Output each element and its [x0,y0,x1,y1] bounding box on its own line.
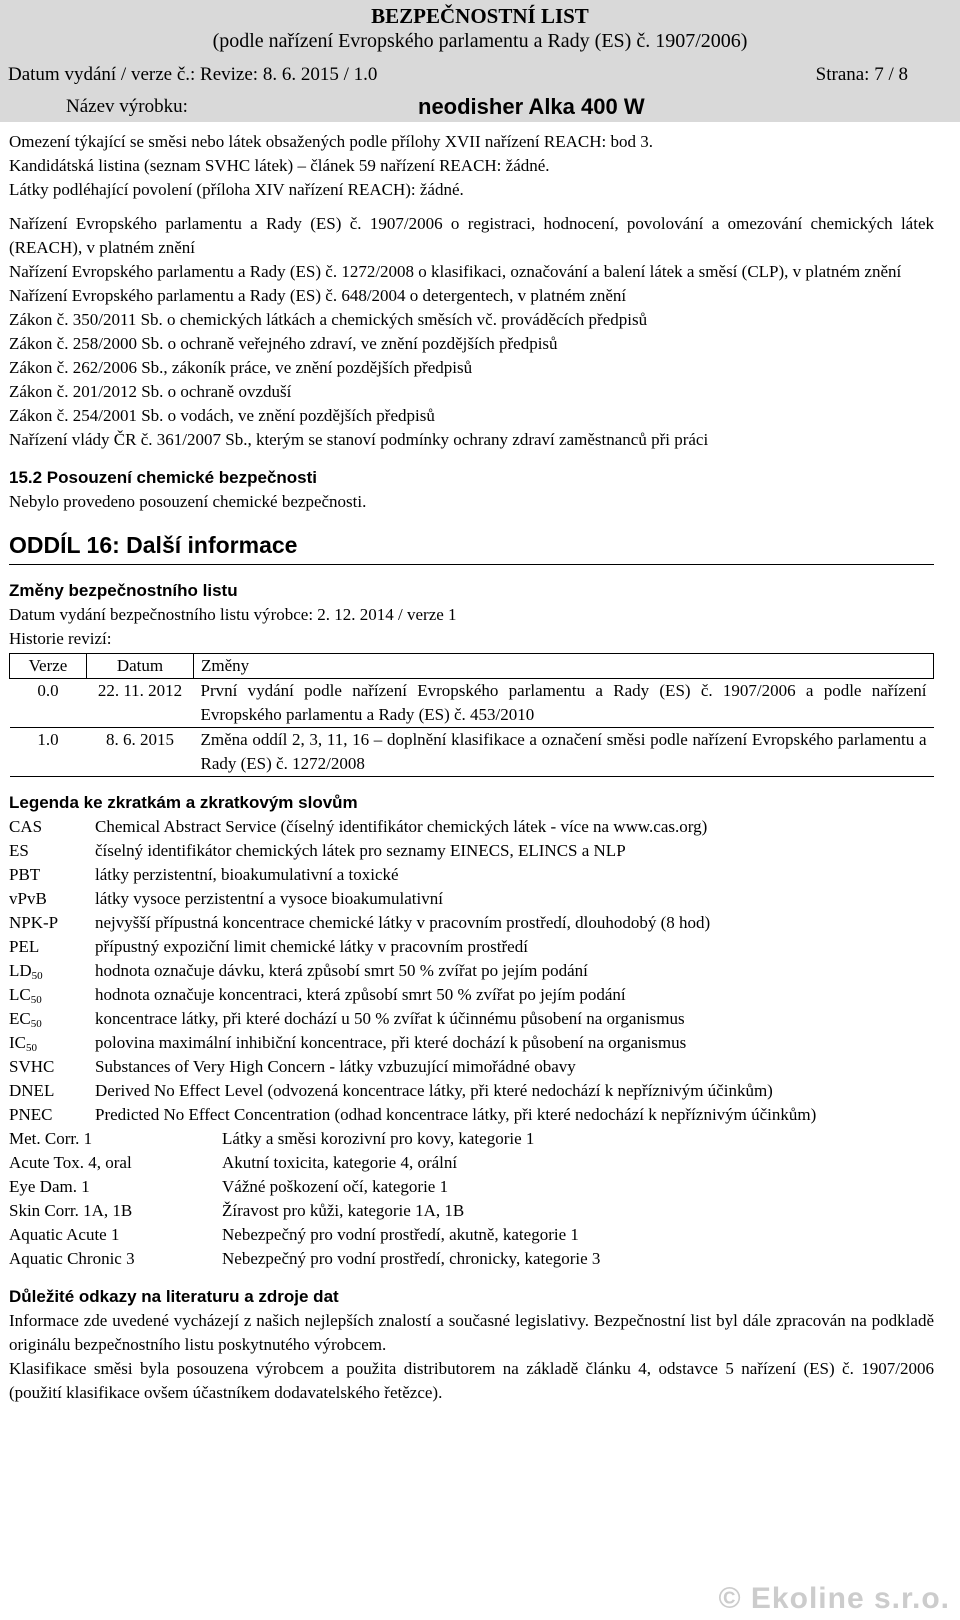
hazard-class-row [9,1223,934,1247]
abbreviation-row [9,959,934,983]
regulation-line: Zákon č. 201/2012 Sb. o ochraně ovzduší [9,382,292,401]
table-row [10,728,934,777]
column-header: Datum [87,654,194,679]
regulation-line: Zákon č. 254/2001 Sb. o vodách, ve znění pozdějších předpisů [9,406,435,425]
hazard-class-meaning: Látky a směsi korozivní pro kovy, kategorie 1 [222,1129,535,1148]
abbreviation-row [9,1031,934,1055]
abbreviation-meaning: nejvyšší přípustná koncentrace chemické látky v pracovním prostředí, dlouhodobý (8 hod) [95,913,711,932]
abbreviation-table [9,815,934,1127]
hazard-class-row [9,1151,934,1175]
abbreviation-row [9,983,934,1007]
document-body [9,130,934,1405]
regulation-line: Zákon č. 262/2006 Sb., zákoník práce, ve znění pozdějších předpisů [9,358,473,377]
table-cell: Změna oddíl 2, 3, 11, 16 – doplnění klasifikace a označení směsi podle nařízení Evropského parlamentu a Rady (ES) č. 1272/2008 [194,728,934,777]
regulation-line: Zákon č. 258/2000 Sb. o ochraně veřejného zdraví, ve znění pozdějších předpisů [9,334,558,353]
abbreviation-key: $LD_{50}$ [9,961,43,982]
abbreviation-key: DNEL [9,1081,55,1100]
abbreviation-key: $EC_{50}$ [9,1009,42,1030]
abbreviation-key: $IC_{50}$ [9,1033,37,1054]
abbreviation-key: PBT [9,865,41,884]
abbreviation-meaning: hodnota označuje koncentraci, která způsobí smrt 50 % zvířat po jejím podání [95,985,626,1004]
references-text: Klasifikace směsi byla posouzena výrobcem a použita distributorem na základě článku 4, odstavce 5 nařízení (ES) č. 1907/2006 (použití klasifikace ovšem účastníkem dodavatelského řetězce). [9,1359,934,1402]
legend-heading: Legenda ke zkratkám a zkratkovým slovům [9,793,358,812]
section-15-2-text: Nebylo provedeno posouzení chemické bezpečnosti. [9,492,367,511]
hazard-class-meaning: Vážné poškození očí, kategorie 1 [222,1177,449,1196]
abbreviation-row [9,1079,934,1103]
hazard-class-row [9,1127,934,1151]
hazard-class-code: Aquatic Chronic 3 [9,1249,135,1268]
abbreviation-meaning: látky vysoce perzistentní a vysoce bioakumulativní [95,889,443,908]
regulation-line: Nařízení Evropského parlamentu a Rady (ES) č. 1907/2006 o registraci, hodnocení, povolování a omezování chemických látek (REACH), v platném znění [9,214,934,257]
document-title: BEZPEČNOSTNÍ LIST [371,4,589,28]
regulation-line: Nařízení Evropského parlamentu a Rady (ES) č. 1272/2008 o klasifikaci, označování a balení látek a směsí (CLP), v platném znění [9,262,902,281]
abbreviation-meaning: číselný identifikátor chemických látek pro seznamy EINECS, ELINCS a NLP [95,841,626,860]
table-row [10,679,934,728]
abbreviation-key: $LC_{50}$ [9,985,42,1006]
hazard-class-code: Met. Corr. 1 [9,1129,93,1148]
hazard-class-row [9,1247,934,1271]
document-subtitle: (podle nařízení Evropského parlamentu a Rady (ES) č. 1907/2006) [212,30,748,52]
intro-line: Látky podléhající povolení (příloha XIV nařízení REACH): žádné. [9,180,464,199]
changes-heading: Změny bezpečnostního listu [9,581,238,600]
references-heading: Důležité odkazy na literaturu a zdroje dat [9,1287,339,1306]
intro-line: Kandidátská listina (seznam SVHC látek) – článek 59 nařízení REACH: žádné. [9,156,550,175]
table-cell: 1.0 [10,728,87,777]
abbreviation-row [9,1055,934,1079]
hazard-class-row [9,1175,934,1199]
abbreviation-key: PEL [9,937,40,956]
abbreviation-meaning: hodnota označuje dávku, která způsobí smrt 50 % zvířat po jejím podání [95,961,588,980]
abbreviation-meaning: Chemical Abstract Service (číselný identifikátor chemických látek - více na www.cas.org) [95,817,708,836]
abbreviation-row [9,935,934,959]
footer-brand-logo: © Ekoline s.r.o. [718,1582,950,1615]
abbreviation-meaning: Predicted No Effect Concentration (odhad koncentrace látky, při které nedochází k nepříznivým účinkům) [95,1105,817,1124]
hazard-class-code: Acute Tox. 4, oral [9,1153,132,1172]
table-cell: První vydání podle nařízení Evropského parlamentu a Rady (ES) č. 1907/2006 a podle nařízení Evropského parlamentu a Rady (ES) č. 453/2010 [194,679,934,728]
hazard-class-meaning: Žíravost pro kůži, kategorie 1A, 1B [222,1201,465,1220]
revision-table [9,653,934,777]
abbreviation-row [9,1007,934,1031]
abbreviation-key: NPK-P [9,913,59,932]
table-header-row [10,654,934,679]
page-number: Strana: 7 / 8 [815,64,908,85]
product-name: neodisher Alka 400 W [418,94,645,119]
column-header: Verze [10,654,87,679]
regulation-line: Nařízení Evropského parlamentu a Rady (ES) č. 648/2004 o detergentech, v platném znění [9,286,627,305]
hazard-class-code: Skin Corr. 1A, 1B [9,1201,133,1220]
hazard-class-meaning: Nebezpečný pro vodní prostředí, chronicky, kategorie 3 [222,1249,601,1268]
abbreviation-key: SVHC [9,1057,55,1076]
table-cell: 22. 11. 2012 [87,679,194,728]
references-text: Informace zde uvedené vycházejí z našich nejlepších znalostí a současné legislativy. Bezpečnostní list byl dále zpracován na podkladě originálu bezpečnostního listu poskytnutého výrobcem. [9,1311,934,1354]
abbreviation-meaning: Substances of Very High Concern - látky vzbuzující mimořádné obavy [95,1057,576,1076]
hazard-class-meaning: Akutní toxicita, kategorie 4, orální [222,1153,458,1172]
abbreviation-meaning: koncentrace látky, při které dochází u 50 % zvířat k účinnému působení na organismus [95,1009,685,1028]
hazard-class-table [9,1127,934,1271]
abbreviation-meaning: Derived No Effect Level (odvozená koncentrace látky, při které nedochází k nepříznivým účinkům) [95,1081,773,1100]
section-16-heading: ODDÍL 16: Další informace [9,530,934,565]
regulation-line: Zákon č. 350/2011 Sb. o chemických látkách a chemických směsích vč. prováděcích předpisů [9,310,648,329]
history-label: Historie revizí: [9,629,112,648]
hazard-class-code: Eye Dam. 1 [9,1177,90,1196]
abbreviation-key: PNEC [9,1105,53,1124]
abbreviation-row [9,863,934,887]
abbreviation-key: vPvB [9,889,47,908]
abbreviation-key: CAS [9,817,43,836]
table-cell: 8. 6. 2015 [87,728,194,777]
section-15-2-heading: 15.2 Posouzení chemické bezpečnosti [9,468,318,487]
abbreviation-row [9,839,934,863]
hazard-class-meaning: Nebezpečný pro vodní prostředí, akutně, kategorie 1 [222,1225,579,1244]
abbreviation-row [9,887,934,911]
issue-date-version: Datum vydání / verze č.: Revize: 8. 6. 2015 / 1.0 [8,64,378,85]
abbreviation-meaning: látky perzistentní, bioakumulativní a toxické [95,865,399,884]
product-label: Název výrobku: [66,96,188,117]
abbreviation-key: ES [9,841,29,860]
abbreviation-row [9,911,934,935]
column-header: Změny [194,654,934,679]
abbreviation-meaning: přípustný expoziční limit chemické látky v pracovním prostředí [95,937,528,956]
table-cell: 0.0 [10,679,87,728]
abbreviation-meaning: polovina maximální inhibiční koncentrace, při které dochází k působení na organismus [95,1033,687,1052]
abbreviation-row [9,1103,934,1127]
hazard-class-row [9,1199,934,1223]
hazard-class-code: Aquatic Acute 1 [9,1225,120,1244]
abbreviation-row [9,815,934,839]
issue-date-text: Datum vydání bezpečnostního listu výrobce: 2. 12. 2014 / verze 1 [9,605,457,624]
regulation-line: Nařízení vlády ČR č. 361/2007 Sb., kterým se stanoví podmínky ochrany zdraví zaměstnanců při práci [9,430,709,449]
intro-line: Omezení týkající se směsi nebo látek obsažených podle přílohy XVII nařízení REACH: bod 3. [9,132,653,151]
